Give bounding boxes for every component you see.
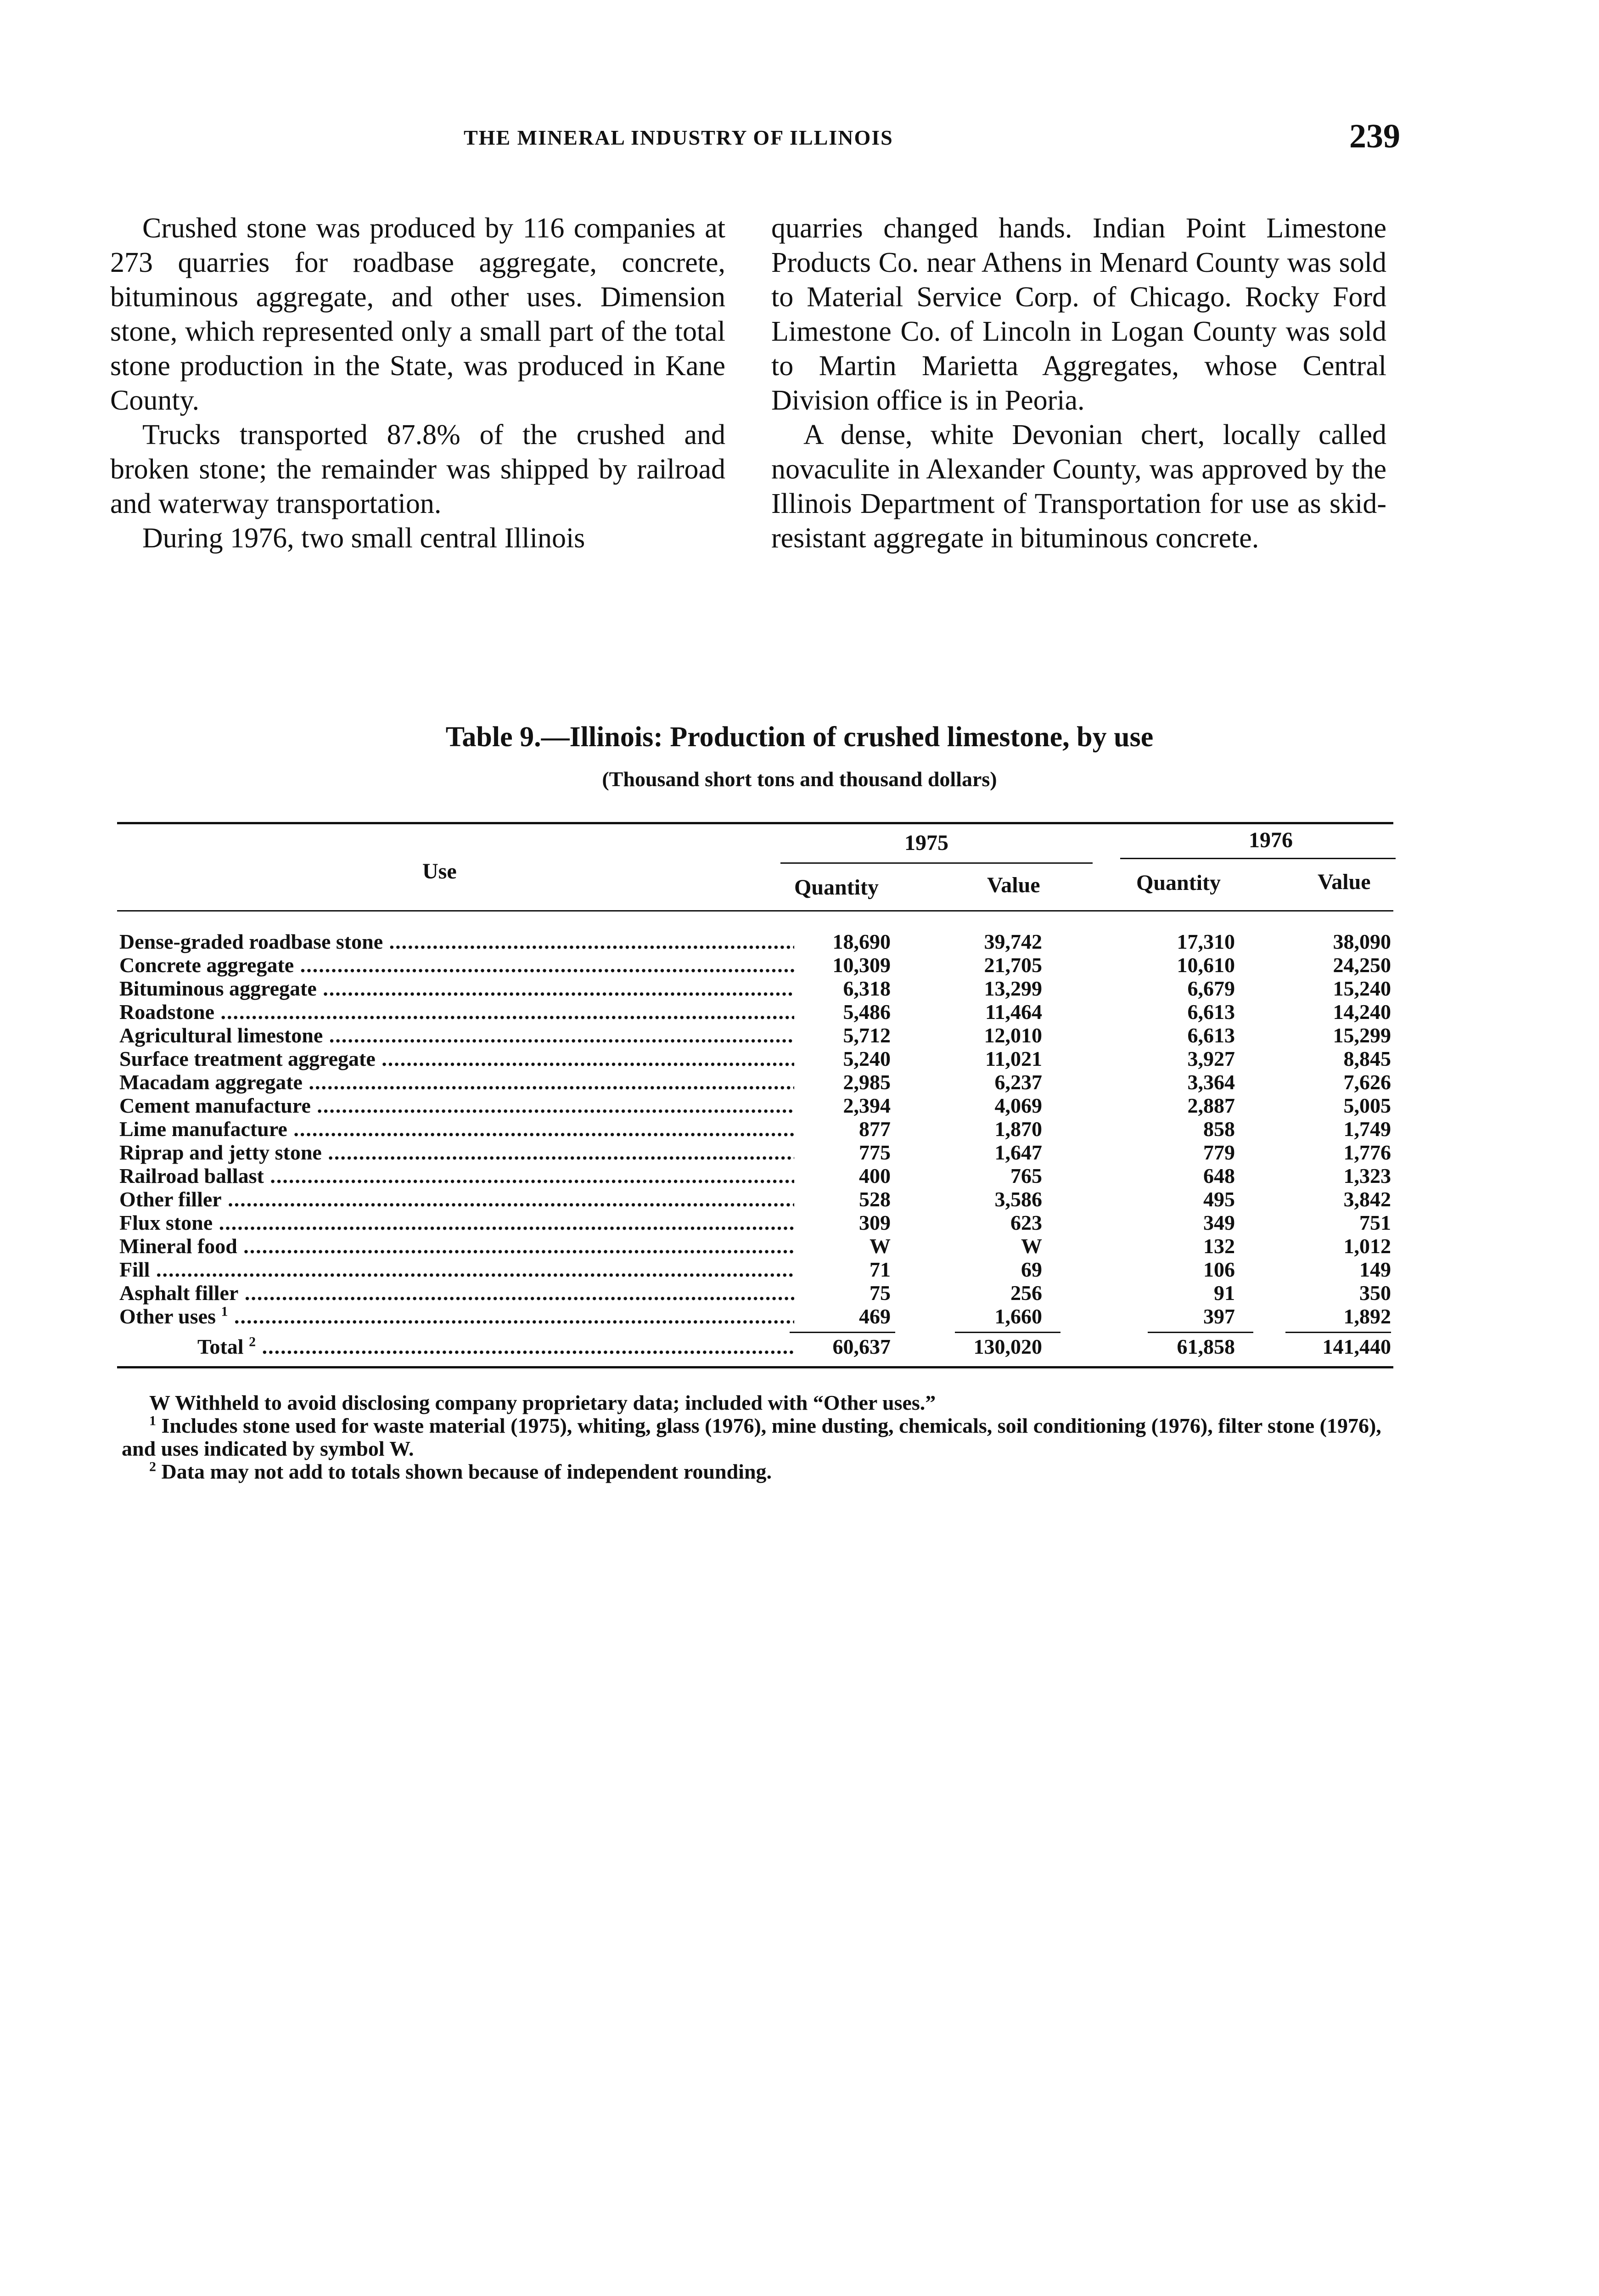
value-1976: 149 bbox=[1359, 1258, 1391, 1281]
quantity-1976: 648 bbox=[1203, 1164, 1235, 1187]
value-1976: 3,842 bbox=[1343, 1187, 1391, 1211]
footnote-marker: 1 bbox=[221, 1305, 228, 1319]
quantity-1976: 349 bbox=[1203, 1211, 1235, 1234]
value-1975: 11,464 bbox=[985, 1000, 1042, 1024]
value-1976: 1,892 bbox=[1343, 1305, 1391, 1328]
value-1975: 12,010 bbox=[984, 1024, 1042, 1047]
footnote-w: W Withheld to avoid disclosing company proprietary data; included with “Other uses.” bbox=[149, 1391, 936, 1414]
quantity-1975: 400 bbox=[859, 1164, 891, 1187]
header-value-1976: Value bbox=[1318, 870, 1371, 894]
footnote-1 bbox=[122, 1414, 1403, 1460]
value-1976: 751 bbox=[1359, 1211, 1391, 1234]
quantity-1976: 6,613 bbox=[1187, 1000, 1235, 1024]
quantity-1975: 71 bbox=[870, 1258, 891, 1281]
value-1975: 21,705 bbox=[984, 953, 1042, 977]
row-label: Surface treatment aggregate ..... bbox=[119, 1047, 794, 1070]
quantity-1976: 10,610 bbox=[1177, 953, 1235, 977]
row-label-text: Other uses bbox=[119, 1305, 216, 1328]
total-rule-1975-q bbox=[790, 1332, 895, 1333]
table-row bbox=[115, 1164, 1400, 1187]
total-quantity-1976: 61,858 bbox=[1177, 1335, 1235, 1358]
right-column bbox=[771, 211, 1386, 556]
quantity-1975: 5,240 bbox=[843, 1047, 891, 1070]
row-label: Railroad ballast ..... bbox=[119, 1164, 794, 1187]
table-row bbox=[115, 1047, 1400, 1070]
total-rule-1976-q bbox=[1148, 1332, 1253, 1333]
quantity-1975: 469 bbox=[859, 1305, 891, 1328]
total-rule-1975-v bbox=[955, 1332, 1060, 1333]
value-1975: 39,742 bbox=[984, 930, 1042, 953]
paragraph: Crushed stone was produced by 116 companies at 273 quarries for roadbase aggregate, concrete, bituminous aggregate, and other uses. Dimension stone, which represented only a small part of the total stone production in the State, was produced in Kane County. bbox=[110, 213, 725, 416]
row-label: Mineral food ..... bbox=[119, 1234, 794, 1258]
value-1975: 3,586 bbox=[994, 1187, 1042, 1211]
value-1976: 1,012 bbox=[1343, 1234, 1391, 1258]
header-use: Use bbox=[422, 859, 457, 884]
quantity-1976: 779 bbox=[1203, 1141, 1235, 1164]
row-label: Riprap and jetty stone ..... bbox=[119, 1141, 794, 1164]
row-label: Macadam aggregate ..... bbox=[119, 1070, 794, 1094]
table-row bbox=[115, 930, 1400, 953]
total-value-1976: 141,440 bbox=[1322, 1335, 1391, 1358]
quantity-1976: 397 bbox=[1203, 1305, 1235, 1328]
paragraph: A dense, white Devonian chert, locally called novaculite in Alexander County, was approved by the Illinois Department of Transportation for use as skid-resistant aggregate in bituminous concrete. bbox=[771, 419, 1386, 554]
table-row bbox=[115, 1258, 1400, 1281]
quantity-1976: 91 bbox=[1214, 1281, 1235, 1305]
header-quantity-1975: Quantity bbox=[794, 875, 879, 900]
row-label: Lime manufacture ..... bbox=[119, 1117, 794, 1141]
paragraph: During 1976, two small central Illinois bbox=[142, 523, 585, 554]
total-rule-1976-v bbox=[1285, 1332, 1391, 1333]
footnote-marker: 2 bbox=[249, 1334, 256, 1350]
table-title: Table 9.—Illinois: Production of crushed limestone, by use bbox=[445, 721, 1154, 753]
quantity-1976: 2,887 bbox=[1187, 1094, 1235, 1117]
quantity-1975: 5,712 bbox=[843, 1024, 891, 1047]
left-column bbox=[110, 211, 725, 556]
value-1975: 11,021 bbox=[985, 1047, 1042, 1070]
row-label: Bituminous aggregate ..... bbox=[119, 977, 794, 1000]
value-1975: 623 bbox=[1010, 1211, 1042, 1234]
row-label bbox=[119, 1305, 794, 1328]
page-number: 239 bbox=[1349, 118, 1400, 155]
quantity-1976: 6,613 bbox=[1187, 1024, 1235, 1047]
table-row bbox=[115, 1070, 1400, 1094]
table-footnotes bbox=[122, 1391, 1403, 1483]
row-label: Dense-graded roadbase stone ..... bbox=[119, 930, 794, 953]
total-row bbox=[115, 1334, 1400, 1359]
quantity-1976: 132 bbox=[1203, 1234, 1235, 1258]
value-1976: 14,240 bbox=[1333, 1000, 1391, 1024]
footnote-marker: 1 bbox=[149, 1413, 156, 1429]
total-value-1975: 130,020 bbox=[973, 1335, 1042, 1358]
quantity-1976: 495 bbox=[1203, 1187, 1235, 1211]
quantity-1975: 10,309 bbox=[832, 953, 891, 977]
paragraph: quarries changed hands. Indian Point Limestone Products Co. near Athens in Menard County was sold to Material Service Corp. of Chicago. Rocky Ford Limestone Co. of Lincoln in Logan County was sold to Martin Marietta Aggregates, whose Central Division office is in Peoria. bbox=[771, 213, 1386, 416]
value-1976: 7,626 bbox=[1343, 1070, 1391, 1094]
row-label: Other filler ..... bbox=[119, 1187, 794, 1211]
table-body bbox=[115, 930, 1400, 1328]
year-rule-1975 bbox=[780, 862, 1093, 864]
table-row bbox=[115, 977, 1400, 1000]
table-row bbox=[115, 1000, 1400, 1024]
header-1975: 1975 bbox=[904, 831, 948, 855]
value-1976: 350 bbox=[1359, 1281, 1391, 1305]
value-1976: 24,250 bbox=[1333, 953, 1391, 977]
quantity-1976: 3,364 bbox=[1187, 1070, 1235, 1094]
quantity-1975: 2,985 bbox=[843, 1070, 891, 1094]
table-row bbox=[115, 1234, 1400, 1258]
table-row bbox=[115, 1141, 1400, 1164]
table-row bbox=[115, 1094, 1400, 1117]
row-label: Asphalt filler ..... bbox=[119, 1281, 794, 1305]
value-1976: 15,240 bbox=[1333, 977, 1391, 1000]
quantity-1975: W bbox=[870, 1234, 891, 1258]
table-row bbox=[115, 953, 1400, 977]
table-row bbox=[115, 1024, 1400, 1047]
table-top-rule bbox=[117, 822, 1393, 824]
value-1975: 256 bbox=[1010, 1281, 1042, 1305]
footnote-text: Includes stone used for waste material (1975), whiting, glass (1976), mine dusting, chemicals, soil conditioning (1976), filter stone (1976), and uses indicated by symbol W. bbox=[122, 1414, 1381, 1460]
value-1975: 1,870 bbox=[994, 1117, 1042, 1141]
table-bottom-rule bbox=[117, 1366, 1393, 1368]
quantity-1975: 6,318 bbox=[843, 977, 891, 1000]
quantity-1975: 309 bbox=[859, 1211, 891, 1234]
value-1975: 1,660 bbox=[994, 1305, 1042, 1328]
body-text bbox=[110, 211, 1396, 643]
row-label: Fill ..... bbox=[119, 1258, 794, 1281]
row-label: Agricultural limestone ..... bbox=[119, 1024, 794, 1047]
quantity-1976: 858 bbox=[1203, 1117, 1235, 1141]
value-1976: 15,299 bbox=[1333, 1024, 1391, 1047]
value-1975: 13,299 bbox=[984, 977, 1042, 1000]
total-label bbox=[197, 1334, 794, 1359]
quantity-1975: 75 bbox=[870, 1281, 891, 1305]
quantity-1976: 3,927 bbox=[1187, 1047, 1235, 1070]
row-label: Roadstone ..... bbox=[119, 1000, 794, 1024]
table-row bbox=[115, 1117, 1400, 1141]
year-rule-1976 bbox=[1120, 858, 1396, 859]
value-1976: 5,005 bbox=[1343, 1094, 1391, 1117]
total-label-text: Total bbox=[197, 1335, 244, 1358]
value-1976: 1,776 bbox=[1343, 1141, 1391, 1164]
quantity-1975: 5,486 bbox=[843, 1000, 891, 1024]
value-1976: 8,845 bbox=[1343, 1047, 1391, 1070]
value-1976: 38,090 bbox=[1333, 930, 1391, 953]
value-1975: W bbox=[1021, 1234, 1042, 1258]
footnote-text: Data may not add to totals shown because of independent rounding. bbox=[161, 1460, 772, 1483]
table-row bbox=[115, 1211, 1400, 1234]
table-row bbox=[115, 1187, 1400, 1211]
header-1976: 1976 bbox=[1249, 828, 1293, 852]
footnote-marker: 2 bbox=[149, 1459, 156, 1474]
paragraph: Trucks transported 87.8% of the crushed and broken stone; the remainder was shipped by railroad and waterway transportation. bbox=[110, 419, 725, 519]
table-row bbox=[115, 1305, 1400, 1328]
quantity-1975: 2,394 bbox=[843, 1094, 891, 1117]
value-1975: 1,647 bbox=[994, 1141, 1042, 1164]
table-subtitle: (Thousand short tons and thousand dollars) bbox=[602, 767, 997, 791]
value-1976: 1,749 bbox=[1343, 1117, 1391, 1141]
value-1976: 1,323 bbox=[1343, 1164, 1391, 1187]
value-1975: 6,237 bbox=[994, 1070, 1042, 1094]
value-1975: 4,069 bbox=[994, 1094, 1042, 1117]
value-1975: 69 bbox=[1021, 1258, 1042, 1281]
header-value-1975: Value bbox=[987, 873, 1040, 897]
header-bottom-rule bbox=[117, 910, 1393, 912]
table-row bbox=[115, 1281, 1400, 1305]
quantity-1976: 106 bbox=[1203, 1258, 1235, 1281]
quantity-1975: 18,690 bbox=[832, 930, 891, 953]
quantity-1975: 877 bbox=[859, 1117, 891, 1141]
footnote-2 bbox=[122, 1460, 1403, 1483]
quantity-1976: 6,679 bbox=[1187, 977, 1235, 1000]
row-label: Concrete aggregate ..... bbox=[119, 953, 794, 977]
quantity-1975: 528 bbox=[859, 1187, 891, 1211]
row-label: Cement manufacture ..... bbox=[119, 1094, 794, 1117]
running-head: THE MINERAL INDUSTRY OF ILLINOIS bbox=[464, 126, 893, 149]
quantity-1975: 775 bbox=[859, 1141, 891, 1164]
value-1975: 765 bbox=[1010, 1164, 1042, 1187]
row-label: Flux stone ..... bbox=[119, 1211, 794, 1234]
quantity-1976: 17,310 bbox=[1177, 930, 1235, 953]
total-quantity-1975: 60,637 bbox=[832, 1335, 891, 1358]
page-header bbox=[115, 117, 1400, 158]
header-quantity-1976: Quantity bbox=[1136, 871, 1221, 895]
